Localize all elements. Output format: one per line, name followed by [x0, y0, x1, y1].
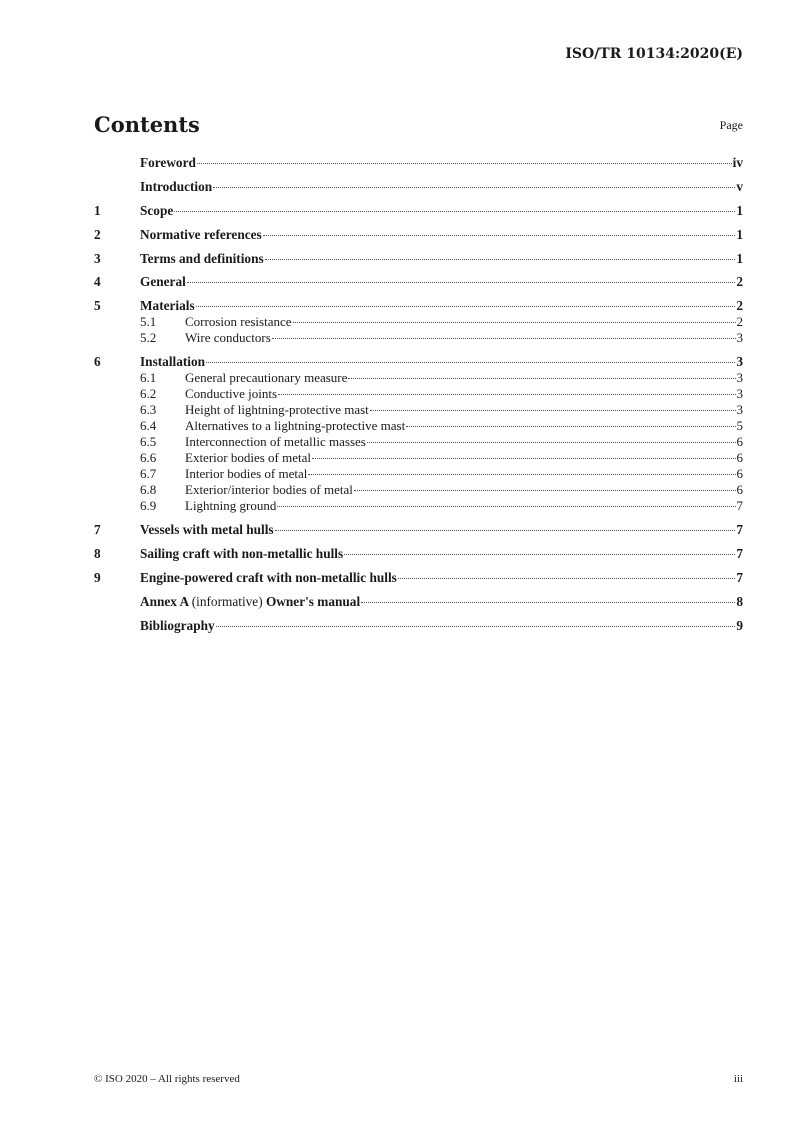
toc-entry-number: 6.4 — [140, 418, 157, 434]
toc-entry-page: 6 — [736, 466, 743, 482]
table-of-contents — [94, 155, 743, 634]
toc-dot-leader — [406, 426, 735, 427]
toc-entry-title — [140, 251, 264, 267]
toc-subentry[interactable] — [94, 418, 743, 434]
toc-subentry[interactable] — [94, 482, 743, 498]
toc-entry-title — [185, 466, 307, 482]
toc-entry-title — [140, 522, 274, 538]
toc-entry-title-text: Annex A — [140, 593, 189, 609]
document-id: ISO/TR 10134:2020(E) — [565, 46, 743, 62]
toc-entry-page: 8 — [736, 593, 743, 609]
toc-entry-page: iv — [732, 155, 743, 170]
toc-dot-leader — [187, 282, 736, 283]
toc-entry-number: 3 — [94, 250, 101, 266]
toc-entry-title-text: Interior bodies of metal — [185, 466, 308, 482]
toc-dot-leader — [263, 235, 736, 236]
toc-entry-number: 6.9 — [140, 498, 157, 514]
toc-entry-page: 5 — [736, 418, 743, 434]
toc-entry-title-text: Interconnection of metallic masses — [185, 434, 366, 450]
page-column-label: Page — [719, 118, 743, 132]
toc-entry-page: 3 — [736, 370, 743, 386]
toc-entry-page: 3 — [736, 402, 743, 418]
toc-entry-number: 7 — [94, 522, 101, 538]
toc-entry[interactable] — [94, 522, 743, 538]
toc-entry-title-text: Scope — [140, 202, 174, 218]
toc-entry-title — [185, 434, 366, 450]
toc-entry-title — [185, 314, 292, 330]
toc-dot-leader — [174, 211, 735, 212]
toc-entry-title — [185, 386, 277, 402]
toc-entry-title-text: Vessels with metal hulls — [140, 522, 274, 538]
toc-dot-leader — [361, 602, 735, 603]
toc-entry[interactable] — [94, 203, 743, 219]
toc-entry-title-text: Alternatives to a lightning-protective mast — [185, 418, 406, 434]
toc-entry-title — [185, 370, 347, 386]
toc-entry-number: 9 — [94, 569, 101, 585]
toc-entry-page: 1 — [736, 250, 743, 266]
toc-entry-number: 4 — [94, 274, 101, 290]
toc-entry[interactable] — [94, 274, 743, 290]
toc-entry-title-text: Exterior bodies of metal — [185, 450, 311, 466]
toc-entry-page: 2 — [736, 274, 743, 290]
toc-entry-title — [185, 498, 276, 514]
toc-entry-page: 3 — [736, 354, 743, 370]
toc-entry-number: 5.2 — [140, 330, 157, 346]
toc-entry-number: 2 — [94, 226, 101, 242]
toc-entry-title-text: Conductive joints — [185, 386, 278, 402]
toc-entry-title-text: Wire conductors — [185, 330, 271, 346]
toc-entry[interactable] — [94, 251, 743, 267]
toc-entry-page: 3 — [736, 330, 743, 346]
toc-entry-page: 6 — [736, 482, 743, 498]
toc-entry-title — [140, 203, 173, 219]
toc-dot-leader — [216, 626, 736, 627]
toc-entry-title-text: Exterior/interior bodies of metal — [185, 482, 353, 498]
toc-entry-title — [140, 179, 212, 195]
toc-entry-number: 5 — [94, 298, 101, 314]
toc-entry-title — [185, 402, 369, 418]
toc-entry-page: 6 — [736, 450, 743, 466]
toc-dot-leader — [272, 338, 736, 339]
toc-dot-leader — [196, 306, 736, 307]
toc-dot-leader — [206, 362, 735, 363]
toc-entry[interactable] — [94, 155, 743, 171]
toc-entry-title — [140, 618, 215, 634]
toc-entry[interactable] — [94, 570, 743, 586]
toc-entry-title — [140, 227, 262, 243]
toc-entry-title-text: Foreword — [140, 155, 196, 170]
toc-entry-title — [185, 330, 271, 346]
toc-entry-title-text: Sailing craft with non-metallic hulls — [140, 546, 344, 562]
toc-entry[interactable] — [94, 546, 743, 562]
toc-entry-title — [140, 155, 196, 171]
toc-entry-title-text: General precautionary measure — [185, 370, 348, 386]
toc-dot-leader — [370, 410, 736, 411]
toc-entry-page: 9 — [736, 617, 743, 633]
toc-entry-title-text: Bibliography — [140, 617, 215, 633]
toc-entry-number: 6.6 — [140, 450, 157, 466]
toc-subentry[interactable] — [94, 370, 743, 386]
toc-entry-title-text: Installation — [140, 354, 206, 370]
toc-subentry[interactable] — [94, 314, 743, 330]
toc-entry-page: 7 — [736, 522, 743, 538]
toc-entry-title-text: Materials — [140, 298, 195, 314]
toc-entry[interactable] — [94, 227, 743, 243]
toc-entry-page: 7 — [736, 546, 743, 562]
toc-dot-leader — [275, 530, 736, 531]
toc-dot-leader — [197, 163, 732, 164]
toc-dot-leader — [265, 259, 736, 260]
toc-entry-title-text: Engine-powered craft with non-metallic hulls — [140, 569, 397, 585]
toc-entry-page: 1 — [736, 202, 743, 218]
toc-entry-number: 6.1 — [140, 370, 157, 386]
toc-entry-number: 5.1 — [140, 314, 157, 330]
toc-dot-leader — [308, 474, 735, 475]
toc-entry-title — [185, 418, 405, 434]
toc-subentry[interactable] — [94, 434, 743, 450]
toc-entry-title-text: Owner's manual — [265, 593, 361, 609]
toc-entry-title-text: Normative references — [140, 226, 262, 242]
toc-dot-leader — [398, 578, 736, 579]
toc-entry-number: 6.8 — [140, 482, 157, 498]
toc-entry-title — [185, 450, 311, 466]
toc-entry-title-text: General — [140, 274, 186, 290]
toc-entry-page: 2 — [736, 314, 743, 330]
toc-entry-title-text: Corrosion resistance — [185, 314, 292, 330]
toc-entry-title-text: Introduction — [140, 178, 213, 194]
toc-entry-number: 1 — [94, 202, 101, 218]
toc-dot-leader — [312, 458, 736, 459]
toc-entry-page: 7 — [736, 498, 743, 514]
toc-subentry[interactable] — [94, 498, 743, 514]
toc-entry-title-text: Height of lightning-protective mast — [185, 402, 369, 418]
toc-dot-leader — [354, 490, 736, 491]
toc-entry-page: 6 — [736, 434, 743, 450]
toc-entry-page: 1 — [736, 226, 743, 242]
toc-dot-leader — [348, 378, 735, 379]
toc-dot-leader — [278, 394, 735, 395]
toc-entry-page: 2 — [736, 298, 743, 314]
toc-entry-title-text: Lightning ground — [185, 498, 277, 514]
toc-entry[interactable] — [94, 298, 743, 314]
toc-entry-number: 6.3 — [140, 402, 157, 418]
toc-entry-number: 6.2 — [140, 386, 157, 402]
toc-entry-number: 6 — [94, 354, 101, 370]
toc-entry[interactable] — [94, 354, 743, 370]
toc-entry-title — [140, 546, 343, 562]
toc-entry-title-text: Terms and definitions — [140, 250, 264, 266]
toc-dot-leader — [277, 506, 735, 507]
toc-entry-title — [140, 594, 360, 610]
toc-entry[interactable] — [94, 618, 743, 634]
footer-copyright: © ISO 2020 – All rights reserved — [94, 1073, 240, 1085]
toc-entry-title — [140, 274, 186, 290]
toc-entry-page: 7 — [736, 569, 743, 585]
toc-entry-title — [140, 570, 397, 586]
toc-entry-title — [140, 354, 205, 370]
toc-entry[interactable] — [94, 179, 743, 195]
toc-entry-number: 6.7 — [140, 466, 157, 482]
toc-entry-title — [185, 482, 353, 498]
toc-subentry[interactable] — [94, 330, 743, 346]
toc-dot-leader — [367, 442, 736, 443]
toc-dot-leader — [293, 322, 736, 323]
toc-entry-page: v — [736, 178, 743, 194]
toc-entry-note: (informative) — [191, 593, 263, 609]
contents-title: Contents — [94, 112, 200, 137]
toc-dot-leader — [344, 554, 735, 555]
toc-dot-leader — [213, 187, 735, 188]
toc-entry-number: 8 — [94, 546, 101, 562]
toc-subentry[interactable] — [94, 450, 743, 466]
toc-entry[interactable] — [94, 594, 743, 610]
toc-subentry[interactable] — [94, 466, 743, 482]
toc-subentry[interactable] — [94, 402, 743, 418]
toc-entry-page: 3 — [736, 386, 743, 402]
toc-subentry[interactable] — [94, 386, 743, 402]
toc-entry-number: 6.5 — [140, 434, 157, 450]
toc-entry-title — [140, 298, 195, 314]
footer-page-number: iii — [733, 1073, 743, 1085]
